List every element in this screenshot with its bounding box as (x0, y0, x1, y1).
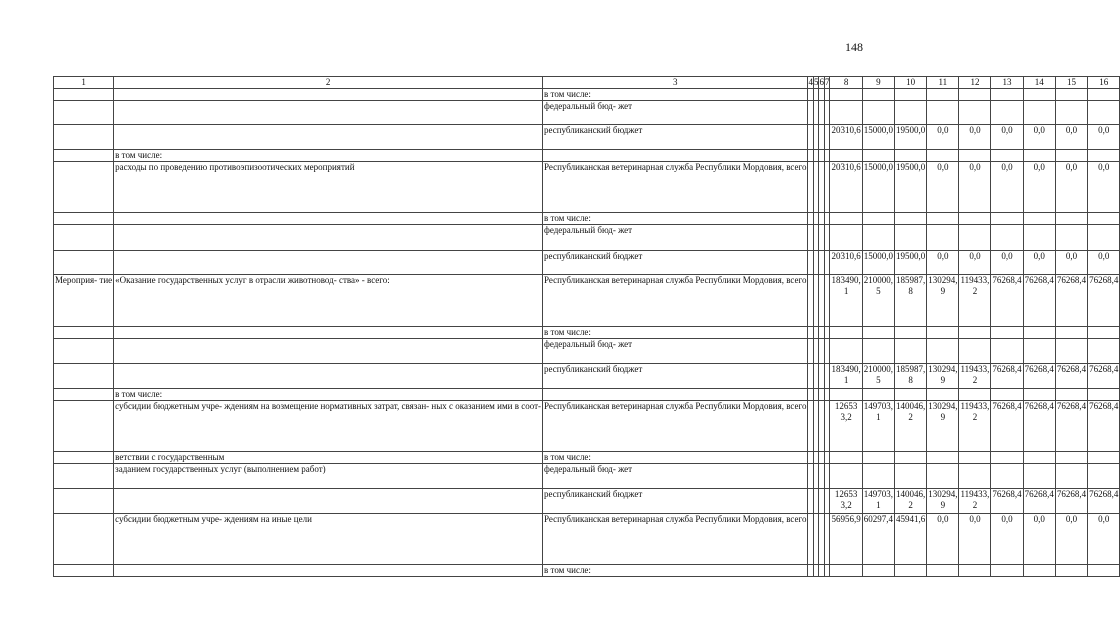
table-row (54, 327, 1120, 339)
row-type-cell (54, 565, 114, 577)
value-cell: 0,0 (927, 514, 959, 565)
value-cell: 0,0 (959, 125, 991, 150)
value-cell: 119433, 2 (959, 401, 991, 452)
value-cell: 12653 3,2 (830, 489, 862, 514)
row-type-cell (54, 89, 114, 101)
value-cell: 20310,6 (830, 162, 862, 213)
value-cell (1023, 150, 1055, 162)
value-cell: 0,0 (1023, 125, 1055, 150)
value-cell (894, 101, 926, 125)
value-cell: 76268,4 (1055, 364, 1087, 389)
value-cell: 0,0 (959, 251, 991, 275)
value-cell (1088, 339, 1120, 364)
value-cell (991, 339, 1023, 364)
table-row (54, 275, 1120, 327)
executor-cell: в том числе: (543, 213, 808, 225)
table-row (54, 150, 1120, 162)
row-type-cell (54, 401, 114, 452)
value-cell (1055, 389, 1087, 401)
value-cell (991, 101, 1023, 125)
description-cell (114, 565, 543, 577)
executor-cell (543, 150, 808, 162)
value-cell: 0,0 (991, 251, 1023, 275)
description-cell (114, 489, 543, 514)
value-cell: 76268,4 (1023, 401, 1055, 452)
value-cell (1088, 327, 1120, 339)
value-cell: 119433, 2 (959, 489, 991, 514)
value-cell (894, 565, 926, 577)
value-cell (862, 150, 894, 162)
value-cell (991, 464, 1023, 489)
description-cell (114, 339, 543, 364)
row-type-cell (54, 489, 114, 514)
value-cell: 0,0 (1055, 514, 1087, 565)
column-number: 11 (927, 77, 959, 89)
value-cell: 15000,0 (862, 125, 894, 150)
value-cell (862, 89, 894, 101)
value-cell: 0,0 (1088, 251, 1120, 275)
row-type-cell (54, 327, 114, 339)
description-cell (114, 364, 543, 389)
row-type-cell (54, 464, 114, 489)
value-cell (1088, 89, 1120, 101)
value-cell (927, 101, 959, 125)
value-cell (959, 213, 991, 225)
executor-cell (543, 389, 808, 401)
value-cell (830, 213, 862, 225)
value-cell: 76268,4 (1088, 489, 1120, 514)
value-cell (894, 327, 926, 339)
value-cell (830, 464, 862, 489)
value-cell (1055, 150, 1087, 162)
value-cell: 76268,4 (991, 275, 1023, 327)
row-type-cell (54, 213, 114, 225)
table-row (54, 489, 1120, 514)
column-number: 1 (54, 77, 114, 89)
value-cell (1023, 213, 1055, 225)
value-cell (959, 225, 991, 251)
value-cell (1088, 101, 1120, 125)
table-row (54, 514, 1120, 565)
value-cell (1088, 565, 1120, 577)
value-cell (927, 389, 959, 401)
column-number: 12 (959, 77, 991, 89)
value-cell: 0,0 (991, 162, 1023, 213)
row-type-cell (54, 150, 114, 162)
value-cell (1088, 150, 1120, 162)
value-cell: 76268,4 (1023, 489, 1055, 514)
value-cell (1088, 452, 1120, 464)
value-cell (991, 452, 1023, 464)
value-cell: 76268,4 (991, 489, 1023, 514)
description-cell (114, 213, 543, 225)
value-cell: 76268,4 (1088, 401, 1120, 452)
value-cell: 76268,4 (1055, 489, 1087, 514)
value-cell: 76268,4 (1055, 275, 1087, 327)
value-cell: 185987, 8 (894, 275, 926, 327)
value-cell: 76268,4 (1088, 275, 1120, 327)
row-type-cell (54, 225, 114, 251)
table-row (54, 565, 1120, 577)
value-cell (1055, 213, 1087, 225)
value-cell (927, 150, 959, 162)
row-type-cell (54, 452, 114, 464)
value-cell (1023, 89, 1055, 101)
value-cell: 183490, 1 (830, 364, 862, 389)
value-cell (830, 565, 862, 577)
value-cell: 130294, 9 (927, 401, 959, 452)
column-number-row (54, 77, 1120, 89)
value-cell (991, 389, 1023, 401)
table-row (54, 464, 1120, 489)
column-number: 9 (862, 77, 894, 89)
value-cell (1023, 464, 1055, 489)
value-cell (959, 89, 991, 101)
value-cell: 0,0 (991, 514, 1023, 565)
table-row (54, 401, 1120, 452)
value-cell (862, 464, 894, 489)
value-cell: 12653 3,2 (830, 401, 862, 452)
executor-cell: федеральный бюд- жет (543, 101, 808, 125)
value-cell: 0,0 (1023, 251, 1055, 275)
executor-cell: Республиканская ветеринарная служба Республики Мордовия, всего (543, 514, 808, 565)
row-type-cell (54, 162, 114, 213)
value-cell (927, 565, 959, 577)
column-number: 6 (819, 77, 824, 87)
description-cell (114, 251, 543, 275)
value-cell: 19500,0 (894, 162, 926, 213)
row-type-cell (54, 364, 114, 389)
value-cell (959, 452, 991, 464)
value-cell: 210000, 5 (862, 275, 894, 327)
table-row (54, 101, 1120, 125)
value-cell (927, 225, 959, 251)
value-cell (959, 565, 991, 577)
value-cell (1055, 101, 1087, 125)
executor-cell: Республиканская ветеринарная служба Республики Мордовия, всего (543, 275, 808, 327)
value-cell: 185987, 8 (894, 364, 926, 389)
column-number: 2 (114, 77, 543, 89)
description-cell (114, 101, 543, 125)
value-cell: 76268,4 (1088, 364, 1120, 389)
executor-cell: в том числе: (543, 327, 808, 339)
table-row (54, 251, 1120, 275)
table-row (54, 389, 1120, 401)
value-cell (1023, 389, 1055, 401)
value-cell (927, 327, 959, 339)
column-number: 16 (1088, 77, 1120, 89)
description-cell: ветствии с государственным (114, 452, 543, 464)
executor-cell: федеральный бюд- жет (543, 225, 808, 251)
value-cell: 0,0 (991, 125, 1023, 150)
executor-cell: республиканский бюджет (543, 251, 808, 275)
value-cell (894, 464, 926, 489)
value-cell (830, 389, 862, 401)
column-number: 3 (543, 77, 808, 89)
row-type-cell: Мероприя- тие (54, 275, 114, 327)
value-cell (1088, 213, 1120, 225)
executor-cell: республиканский бюджет (543, 125, 808, 150)
value-cell: 0,0 (959, 162, 991, 213)
value-cell (991, 327, 1023, 339)
table-row (54, 364, 1120, 389)
row-type-cell (54, 389, 114, 401)
value-cell (927, 89, 959, 101)
value-cell (862, 565, 894, 577)
value-cell: 0,0 (927, 162, 959, 213)
executor-cell: федеральный бюд- жет (543, 339, 808, 364)
value-cell: 0,0 (1055, 251, 1087, 275)
row-type-cell (54, 514, 114, 565)
value-cell: 0,0 (959, 514, 991, 565)
value-cell (959, 327, 991, 339)
value-cell (1023, 339, 1055, 364)
column-number: 4 (808, 77, 813, 87)
table-row (54, 213, 1120, 225)
value-cell: 19500,0 (894, 125, 926, 150)
value-cell: 0,0 (927, 125, 959, 150)
value-cell (862, 339, 894, 364)
value-cell (830, 150, 862, 162)
description-cell: в том числе: (114, 389, 543, 401)
value-cell (927, 339, 959, 364)
value-cell (991, 89, 1023, 101)
value-cell (1023, 452, 1055, 464)
value-cell (830, 327, 862, 339)
description-cell: субсидии бюджетным учре- ждениям на иные цели (114, 514, 543, 565)
value-cell: 15000,0 (862, 162, 894, 213)
value-cell (927, 452, 959, 464)
value-cell (894, 339, 926, 364)
value-cell (830, 89, 862, 101)
value-cell (1055, 452, 1087, 464)
value-cell: 183490, 1 (830, 275, 862, 327)
value-cell: 15000,0 (862, 251, 894, 275)
executor-cell: республиканский бюджет (543, 364, 808, 389)
value-cell (830, 225, 862, 251)
executor-cell: Республиканская ветеринарная служба Республики Мордовия, всего (543, 162, 808, 213)
executor-cell: в том числе: (543, 565, 808, 577)
row-type-cell (54, 101, 114, 125)
value-cell (894, 213, 926, 225)
value-cell: 130294, 9 (927, 275, 959, 327)
value-cell (862, 213, 894, 225)
value-cell: 76268,4 (991, 401, 1023, 452)
value-cell: 0,0 (1023, 162, 1055, 213)
value-cell (894, 150, 926, 162)
row-type-cell (54, 251, 114, 275)
value-cell: 0,0 (1055, 125, 1087, 150)
value-cell: 149703, 1 (862, 489, 894, 514)
value-cell (1023, 225, 1055, 251)
value-cell (959, 389, 991, 401)
value-cell: 0,0 (1088, 514, 1120, 565)
value-cell: 60297,4 (862, 514, 894, 565)
value-cell: 76268,4 (991, 364, 1023, 389)
value-cell: 0,0 (1088, 162, 1120, 213)
value-cell (991, 225, 1023, 251)
column-number: 10 (894, 77, 926, 89)
executor-cell: Республиканская ветеринарная служба Республики Мордовия, всего (543, 401, 808, 452)
executor-cell: в том числе: (543, 89, 808, 101)
value-cell (1055, 225, 1087, 251)
value-cell: 76268,4 (1055, 401, 1087, 452)
value-cell (959, 464, 991, 489)
value-cell (830, 101, 862, 125)
value-cell: 119433, 2 (959, 275, 991, 327)
table-row (54, 225, 1120, 251)
value-cell (927, 464, 959, 489)
value-cell: 130294, 9 (927, 364, 959, 389)
value-cell (862, 101, 894, 125)
budget-table (53, 76, 1120, 577)
executor-cell: в том числе: (543, 452, 808, 464)
table-row (54, 125, 1120, 150)
value-cell: 149703, 1 (862, 401, 894, 452)
value-cell (894, 389, 926, 401)
value-cell (1055, 565, 1087, 577)
value-cell: 140046, 2 (894, 489, 926, 514)
value-cell: 130294, 9 (927, 489, 959, 514)
value-cell (959, 101, 991, 125)
value-cell: 20310,6 (830, 251, 862, 275)
description-cell (114, 327, 543, 339)
value-cell (862, 389, 894, 401)
value-cell (1088, 389, 1120, 401)
value-cell (991, 150, 1023, 162)
value-cell (991, 565, 1023, 577)
description-cell: в том числе: (114, 150, 543, 162)
table-row (54, 339, 1120, 364)
executor-cell: республиканский бюджет (543, 489, 808, 514)
value-cell: 210000, 5 (862, 364, 894, 389)
value-cell: 56956,9 (830, 514, 862, 565)
column-number: 14 (1023, 77, 1055, 89)
value-cell: 45941,6 (894, 514, 926, 565)
table-row (54, 162, 1120, 213)
value-cell (1055, 89, 1087, 101)
value-cell: 119433, 2 (959, 364, 991, 389)
value-cell: 76268,4 (1023, 364, 1055, 389)
value-cell: 76268,4 (1023, 275, 1055, 327)
description-cell (114, 225, 543, 251)
description-cell: расходы по проведению противоэпизоотических мероприятий (114, 162, 543, 213)
executor-cell: федеральный бюд- жет (543, 464, 808, 489)
value-cell (862, 225, 894, 251)
description-cell: «Оказание государственных услуг в отрасли животновод- ства» - всего: (114, 275, 543, 327)
description-cell (114, 125, 543, 150)
page-number: 148 (845, 40, 863, 54)
value-cell (959, 339, 991, 364)
description-cell: заданием государственных услуг (выполнением работ) (114, 464, 543, 489)
value-cell (991, 213, 1023, 225)
table-row (54, 89, 1120, 101)
value-cell: 0,0 (927, 251, 959, 275)
value-cell (1055, 464, 1087, 489)
value-cell (1023, 327, 1055, 339)
column-number: 8 (830, 77, 862, 89)
column-number: 5 (813, 77, 819, 87)
description-cell (114, 89, 543, 101)
value-cell (894, 89, 926, 101)
value-cell: 0,0 (1023, 514, 1055, 565)
value-cell (862, 452, 894, 464)
value-cell (862, 327, 894, 339)
table-row (54, 452, 1120, 464)
value-cell (1055, 327, 1087, 339)
value-cell (830, 339, 862, 364)
description-cell: субсидии бюджетным учре- ждениям на возмещение нормативных затрат, связан- ных с оказанием ими в соот- (114, 401, 543, 452)
column-number: 13 (991, 77, 1023, 89)
value-cell: 0,0 (1088, 125, 1120, 150)
value-cell: 0,0 (1055, 162, 1087, 213)
value-cell (1088, 464, 1120, 489)
value-cell (830, 452, 862, 464)
value-cell: 19500,0 (894, 251, 926, 275)
value-cell (959, 150, 991, 162)
value-cell (894, 225, 926, 251)
value-cell (1088, 225, 1120, 251)
value-cell (927, 213, 959, 225)
value-cell (1023, 565, 1055, 577)
value-cell (894, 452, 926, 464)
value-cell: 140046, 2 (894, 401, 926, 452)
row-type-cell (54, 125, 114, 150)
value-cell: 20310,6 (830, 125, 862, 150)
column-number: 15 (1055, 77, 1087, 89)
value-cell (1023, 101, 1055, 125)
column-number: 7 (824, 77, 830, 87)
value-cell (1055, 339, 1087, 364)
row-type-cell (54, 339, 114, 364)
